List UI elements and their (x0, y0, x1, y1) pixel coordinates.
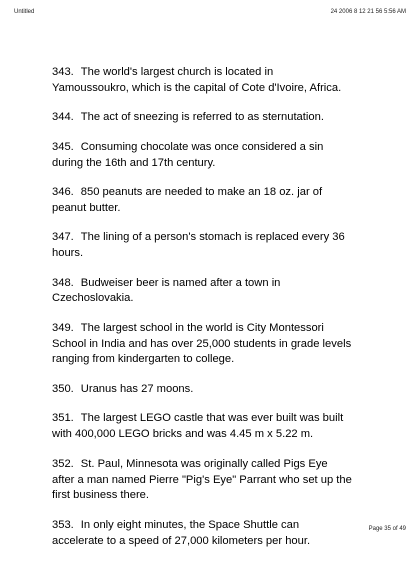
fact-number: 348. (52, 276, 74, 289)
fact-text: accelerate to a speed of 27,000 kilometers per hour. (52, 534, 311, 547)
fact-line (52, 382, 392, 398)
fact-item (52, 382, 392, 398)
fact-number: 343. (52, 66, 74, 78)
fact-text: Czechoslovakia. (52, 292, 134, 305)
fact-item (52, 457, 392, 504)
fact-text: Uranus has 27 moons. (80, 382, 194, 395)
fact-text: hours. (52, 247, 84, 260)
fact-line (52, 65, 392, 81)
header-datetime: 24 2006 8 12 21 56 5:56 AM (330, 9, 406, 15)
fact-line (52, 276, 392, 292)
fact-number: 350. (52, 382, 74, 395)
fact-line (52, 110, 392, 126)
fact-item (52, 65, 392, 97)
fact-number: 353. (52, 518, 74, 531)
fact-text: after a man named Pierre "Pig's Eye" Parrant who set up the (52, 473, 352, 486)
fact-number: 351. (52, 412, 74, 425)
fact-line (52, 457, 392, 473)
fact-number: 344. (52, 111, 74, 124)
fact-item (52, 411, 392, 443)
fact-item (52, 140, 392, 172)
fact-line (52, 321, 392, 337)
fact-text: peanut butter. (52, 201, 121, 214)
fact-text: The lining of a person's stomach is replaced every 36 (80, 231, 345, 244)
fact-text: Yamoussoukro, which is the capital of Cote d'Ivoire, Africa. (52, 81, 342, 94)
fact-text: during the 16th and 17th century. (52, 156, 216, 169)
fact-number: 345. (52, 140, 74, 153)
fact-text: The world's largest church is located in (80, 66, 274, 78)
fact-item (52, 276, 392, 308)
fact-text: first business there. (52, 489, 150, 502)
fact-text: ranging from kindergarten to college. (52, 353, 235, 366)
fact-text: Budweiser beer is named after a town in (80, 276, 281, 289)
fact-number: 347. (52, 231, 74, 244)
fact-text: Consuming chocolate was once considered a sin (80, 140, 324, 153)
fact-number: 352. (52, 457, 74, 470)
fact-text: with 400,000 LEGO bricks and was 4.45 m x 5.22 m. (52, 428, 314, 441)
fact-text: 850 peanuts are needed to make an 18 oz. jar of (80, 186, 323, 199)
fact-text: School in India and has over 25,000 students in grade levels (52, 337, 352, 350)
fact-item (52, 518, 392, 550)
fact-number: 349. (52, 321, 74, 334)
facts-list (52, 65, 392, 563)
fact-text: St. Paul, Minnesota was originally called Pigs Eye (80, 457, 328, 470)
page-number: Page 35 of 49 (368, 526, 406, 532)
fact-item (52, 185, 392, 217)
fact-item (52, 110, 392, 126)
fact-line (52, 185, 392, 201)
fact-item (52, 230, 392, 262)
fact-text: The largest LEGO castle that was ever built was built (80, 412, 344, 425)
fact-number: 346. (52, 186, 74, 199)
fact-line (52, 230, 392, 246)
fact-text: The largest school in the world is City Montessori (80, 321, 324, 334)
fact-item (52, 321, 392, 368)
fact-line (52, 140, 392, 156)
fact-text: In only eight minutes, the Space Shuttle can (80, 518, 300, 531)
fact-line (52, 518, 392, 534)
fact-line (52, 411, 392, 427)
header-title: Untitled (14, 9, 35, 15)
fact-text: The act of sneezing is referred to as sternutation. (80, 111, 324, 124)
